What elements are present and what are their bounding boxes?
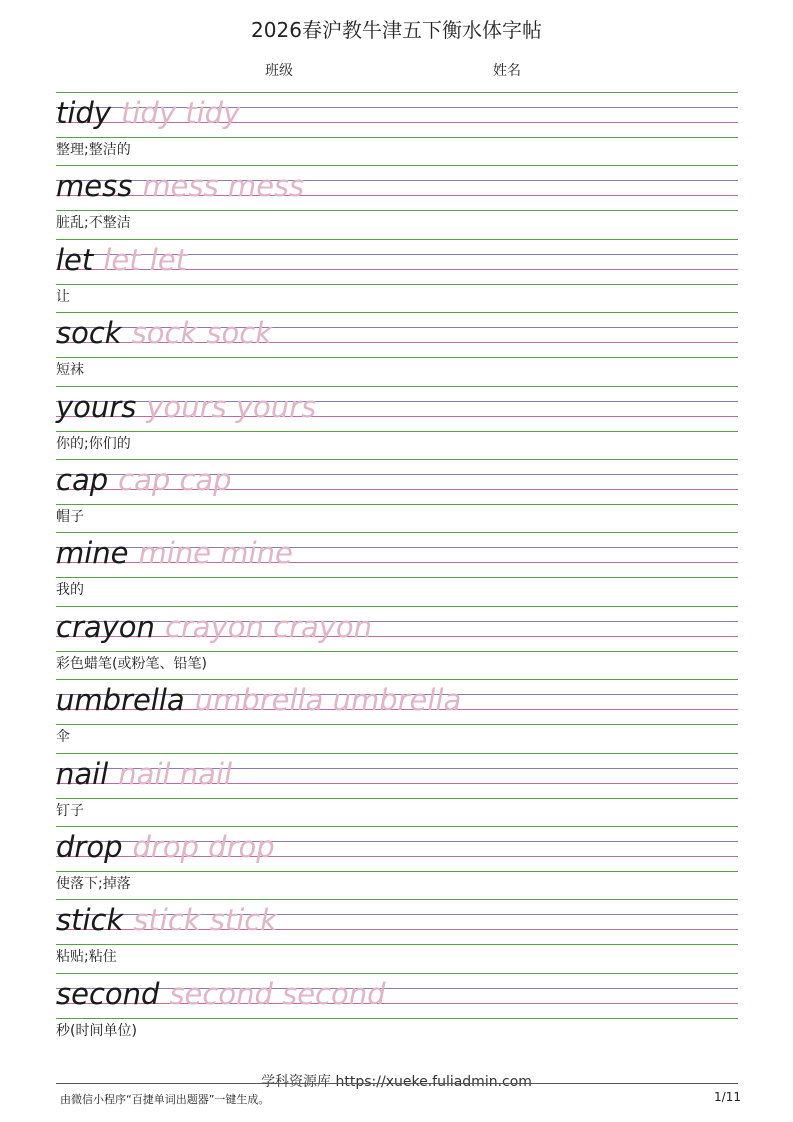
word-text: cap (56, 462, 109, 497)
word-line (56, 682, 461, 718)
word-text: umbrella (56, 683, 185, 718)
word-line (56, 535, 293, 571)
word-meaning: 伞 (56, 729, 70, 746)
word-text: drop (56, 829, 123, 864)
word-line (56, 609, 372, 645)
word-line (56, 829, 275, 865)
guide-line-top (56, 459, 738, 460)
word-trace: cap cap (118, 462, 232, 497)
word-list (56, 92, 738, 1046)
word-meaning: 帽子 (56, 508, 84, 525)
word-line (56, 242, 187, 278)
word-text: mess (56, 169, 133, 204)
word-trace: stick stick (133, 903, 278, 938)
word-meaning: 脏乱;不整洁 (56, 215, 131, 232)
guide-line-bottom (56, 577, 738, 578)
word-entry (56, 239, 738, 312)
guide-line-top (56, 973, 738, 974)
word-trace: tidy tidy (121, 96, 241, 130)
word-text: mine (56, 536, 129, 571)
word-meaning: 短袜 (56, 362, 84, 379)
word-meaning: 整理;整洁的 (56, 142, 131, 158)
word-entry (56, 165, 738, 238)
word-text: crayon (56, 609, 155, 644)
word-entry (56, 679, 738, 752)
guide-line-top (56, 679, 738, 680)
word-meaning: 我的 (56, 582, 84, 599)
guide-line-bottom (56, 284, 738, 285)
word-line (56, 462, 232, 498)
guide-line-bottom (56, 944, 738, 945)
word-line (56, 315, 272, 351)
word-trace: crayon crayon (164, 609, 373, 644)
guide-line-bottom (56, 798, 738, 799)
guide-line-top (56, 92, 738, 93)
word-entry (56, 532, 738, 605)
page-number: 1/11 (714, 1090, 741, 1104)
word-entry (56, 459, 738, 532)
word-line (56, 168, 304, 204)
word-meaning: 彩色蜡笔(或粉笔、铅笔) (56, 655, 207, 672)
guide-line-top (56, 239, 738, 240)
word-meaning: 粘贴;粘住 (56, 949, 117, 966)
word-entry (56, 753, 738, 826)
guide-line-top (56, 532, 738, 533)
guide-line-top (56, 899, 738, 900)
guide-line-top (56, 386, 738, 387)
word-trace: drop drop (132, 829, 275, 864)
word-text: let (56, 242, 94, 277)
word-line (56, 95, 240, 131)
word-trace: nail nail (118, 756, 233, 791)
page-title: 2026春沪教牛津五下衡水体字帖 (251, 18, 542, 42)
word-text: sock (56, 316, 122, 351)
word-trace: let let (103, 242, 188, 277)
word-text: stick (56, 903, 124, 938)
footer-divider (56, 1083, 738, 1084)
guide-line-bottom (56, 724, 738, 725)
word-trace: mine mine (138, 536, 293, 571)
word-text: yours (56, 389, 137, 424)
guide-line-top (56, 753, 738, 754)
word-entry (56, 386, 738, 459)
word-meaning: 让 (56, 288, 70, 305)
word-line (56, 976, 386, 1012)
watermark-text: 学科资源库 https://xueke.fuliadmin.com (261, 1074, 532, 1090)
word-text: second (56, 976, 160, 1011)
word-trace: sock sock (131, 316, 272, 351)
guide-line-top (56, 312, 738, 313)
word-entry (56, 973, 738, 1046)
guide-line-top (56, 826, 738, 827)
word-meaning: 你的;你们的 (56, 435, 131, 452)
word-trace: umbrella umbrella (194, 683, 462, 718)
word-trace: second second (169, 976, 386, 1011)
word-line (56, 756, 232, 792)
word-entry (56, 312, 738, 385)
guide-line-bottom (56, 1018, 738, 1019)
word-entry (56, 899, 738, 972)
footer-credit: 由微信小程序“百捷单词出题器”一键生成。 (60, 1093, 270, 1106)
word-entry (56, 606, 738, 679)
word-meaning: 秒(时间单位) (56, 1022, 137, 1039)
guide-line-bottom (56, 210, 738, 211)
word-line (56, 902, 277, 938)
guide-line-bottom (56, 651, 738, 652)
word-line (56, 389, 316, 425)
guide-line-bottom (56, 137, 738, 138)
guide-line-bottom (56, 357, 738, 358)
guide-line-top (56, 606, 738, 607)
word-trace: yours yours (146, 389, 317, 424)
guide-line-bottom (56, 431, 738, 432)
word-text: tidy (56, 96, 111, 130)
guide-line-bottom (56, 871, 738, 872)
word-meaning: 钉子 (56, 802, 84, 819)
word-entry (56, 826, 738, 899)
word-trace: mess mess (142, 169, 305, 204)
class-label: 班级 (265, 63, 293, 79)
word-text: nail (56, 756, 109, 791)
name-label: 姓名 (493, 63, 521, 79)
word-meaning: 使落下;掉落 (56, 875, 131, 892)
word-entry (56, 92, 738, 165)
guide-line-top (56, 165, 738, 166)
guide-line-bottom (56, 504, 738, 505)
